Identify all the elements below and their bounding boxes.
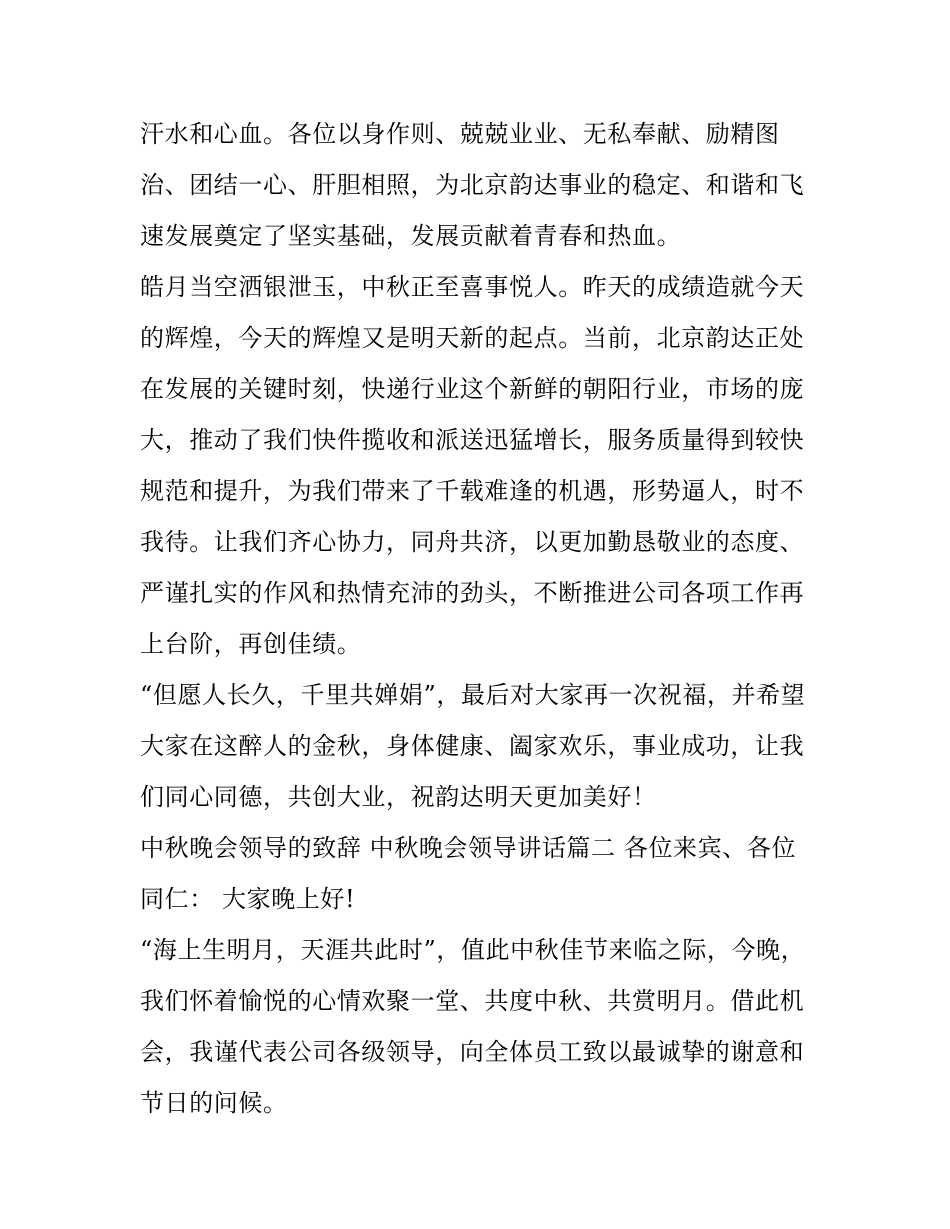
text-line: 大家在这醉人的金秋，身体健康、阖家欢乐，事业成功，让我 [140,732,805,760]
text-line: 严谨扎实的作风和热情充沛的劲头，不断推进公司各项工作再 [140,579,805,607]
text-line: “但愿人长久，千里共婵娟”，最后对大家再一次祝福，并希望 [140,681,806,709]
document-body [140,109,820,1129]
text-line: 汗水和心血。各位以身作则、兢兢业业、无私奉献、励精图 [140,120,780,148]
text-line: 节日的问候。 [140,1089,288,1117]
text-line: 中秋晚会领导的致辞 中秋晚会领导讲话篇二 各位来宾、各位 [140,834,797,862]
text-line: 的辉煌，今天的辉煌又是明天新的起点。当前，北京韵达正处 [140,324,805,352]
text-line: 我们怀着愉悦的心情欢聚一堂、共度中秋、共赏明月。借此机 [140,987,805,1015]
text-line: 规范和提升，为我们带来了千载难逢的机遇，形势逼人，时不 [140,477,805,505]
text-line: 在发展的关键时刻，快递行业这个新鲜的朝阳行业，市场的庞 [140,375,805,403]
text-line: 我待。让我们齐心协力，同舟共济，以更加勤恳敬业的态度、 [140,528,805,556]
text-line: 大，推动了我们快件揽收和派送迅猛增长，服务质量得到较快 [140,426,805,454]
text-line: 同仁： 大家晚上好! [140,885,356,913]
text-line: “海上生明月，天涯共此时”，值此中秋佳节来临之际，今晚， [140,936,806,964]
text-line: 们同心同德，共创大业，祝韵达明天更加美好！ [140,783,657,811]
text-line: 上台阶，再创佳绩。 [140,630,362,658]
text-line: 皓月当空洒银泄玉，中秋正至喜事悦人。昨天的成绩造就今天 [140,273,805,301]
text-line: 速发展奠定了坚实基础，发展贡献着青春和热血。 [140,222,682,250]
text-line: 治、团结一心、肝胆相照，为北京韵达事业的稳定、和谐和飞 [140,171,805,199]
text-line: 会，我谨代表公司各级领导，向全体员工致以最诚挚的谢意和 [140,1038,805,1066]
